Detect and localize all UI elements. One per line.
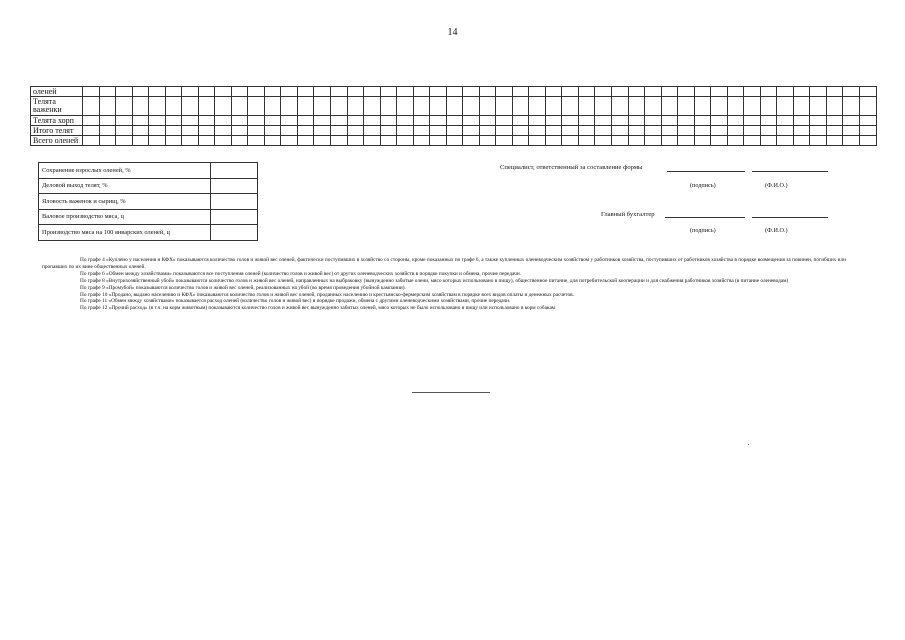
table-cell	[595, 126, 612, 136]
table-cell	[744, 97, 761, 116]
table-cell	[149, 116, 166, 126]
table-cell	[578, 116, 595, 126]
table-cell	[364, 87, 381, 97]
table-cell	[413, 87, 430, 97]
note-paragraph: По графе 4 «Куплено у населения и КФХ» показываются количество голов и живой вес оленей, фактически поступивших в хозяйство со стороны, кроме показанных по графе 6, а также купленных оленеводческим хозяйством у работников хозяйства, поступивших от работников хозяйства в порядке возмещения за повинен, погибших или пропавших по их вине общественных оленей.	[42, 257, 846, 270]
table-cell	[777, 126, 794, 136]
table-cell	[364, 126, 381, 136]
speck-mark	[748, 444, 749, 445]
table-row	[31, 97, 877, 116]
table-cell	[83, 97, 100, 116]
table-cell	[248, 136, 265, 146]
table-cell	[182, 116, 199, 126]
table-cell	[182, 136, 199, 146]
table-cell	[760, 126, 777, 136]
table-cell	[810, 87, 827, 97]
table-cell	[793, 97, 810, 116]
table-cell	[744, 116, 761, 126]
table-cell	[479, 116, 496, 126]
table-cell	[678, 87, 695, 97]
table-cell	[182, 126, 199, 136]
table-cell	[479, 87, 496, 97]
page-number: 14	[447, 27, 458, 38]
indicator-value-cell	[211, 225, 258, 241]
table-cell	[314, 116, 331, 126]
table-row	[31, 136, 877, 146]
table-cell	[843, 126, 860, 136]
table-cell	[744, 136, 761, 146]
table-cell	[859, 87, 876, 97]
accountant-signature-line	[665, 217, 745, 218]
table-cell	[281, 97, 298, 116]
table-cell	[694, 126, 711, 136]
table-cell	[182, 97, 199, 116]
table-cell	[264, 116, 281, 126]
table-cell	[231, 136, 248, 146]
table-cell	[330, 116, 347, 126]
specialist-label: Специалист, ответственный за составление формы	[500, 164, 643, 171]
table-cell	[231, 126, 248, 136]
table-cell	[810, 97, 827, 116]
table-cell	[578, 136, 595, 146]
table-cell	[446, 87, 463, 97]
table-cell	[297, 126, 314, 136]
table-cell	[578, 126, 595, 136]
table-cell	[793, 126, 810, 136]
indicators-table	[38, 162, 258, 241]
table-cell	[496, 97, 513, 116]
table-cell	[413, 116, 430, 126]
table-cell	[777, 87, 794, 97]
table-cell	[165, 87, 182, 97]
table-cell	[826, 97, 843, 116]
table-cell	[463, 126, 480, 136]
table-cell	[132, 136, 149, 146]
table-cell	[843, 97, 860, 116]
table-cell	[99, 116, 116, 126]
table-cell	[314, 97, 331, 116]
table-cell	[711, 126, 728, 136]
table-cell	[694, 136, 711, 146]
table-cell	[496, 116, 513, 126]
table-cell	[711, 136, 728, 146]
table-cell	[380, 116, 397, 126]
table-cell	[793, 116, 810, 126]
table-cell	[231, 116, 248, 126]
table-cell	[694, 87, 711, 97]
table-cell	[463, 97, 480, 116]
table-cell	[99, 97, 116, 116]
indicator-label: Яловость важенок и сырищ, %	[39, 194, 211, 210]
table-cell	[264, 97, 281, 116]
table-cell	[83, 116, 100, 126]
table-cell	[330, 87, 347, 97]
table-cell	[380, 136, 397, 146]
table-cell	[347, 136, 364, 146]
table-cell	[463, 87, 480, 97]
table-cell	[793, 136, 810, 146]
table-cell	[545, 97, 562, 116]
table-cell	[198, 97, 215, 116]
table-cell	[248, 116, 265, 126]
specialist-sign-caption: (подпись)	[690, 182, 716, 189]
table-cell	[149, 97, 166, 116]
table-cell	[132, 126, 149, 136]
table-cell	[612, 136, 629, 146]
table-cell	[380, 87, 397, 97]
table-cell	[645, 126, 662, 136]
table-cell	[512, 116, 529, 126]
table-cell	[612, 97, 629, 116]
row-label: Итого телят	[31, 126, 83, 136]
table-cell	[215, 126, 232, 136]
table-cell	[397, 126, 414, 136]
table-cell	[727, 126, 744, 136]
table-cell	[711, 87, 728, 97]
table-cell	[727, 136, 744, 146]
table-cell	[99, 87, 116, 97]
table-cell	[529, 136, 546, 146]
table-cell	[545, 136, 562, 146]
table-cell	[83, 126, 100, 136]
table-cell	[612, 116, 629, 126]
indicator-value-cell	[211, 209, 258, 225]
table-cell	[859, 126, 876, 136]
table-cell	[628, 97, 645, 116]
table-cell	[810, 136, 827, 146]
table-cell	[430, 136, 447, 146]
table-cell	[314, 126, 331, 136]
table-cell	[297, 87, 314, 97]
indicator-row	[39, 178, 258, 194]
table-cell	[397, 116, 414, 126]
indicator-value-cell	[211, 194, 258, 210]
table-cell	[248, 126, 265, 136]
table-cell	[496, 136, 513, 146]
table-cell	[347, 126, 364, 136]
table-cell	[446, 116, 463, 126]
table-cell	[793, 87, 810, 97]
table-cell	[149, 136, 166, 146]
indicator-row	[39, 163, 258, 179]
table-cell	[165, 97, 182, 116]
row-label: оленей	[31, 87, 83, 97]
table-cell	[562, 97, 579, 116]
note-paragraph: По графе 12 «Прочий расход» (в т.ч. на корм животным) показываются количество голов и живой вес вынужденно забитых оленей, мясо которых не было использовано в пищу или использовано в корм собакам	[80, 305, 556, 312]
table-cell	[83, 87, 100, 97]
indicator-row	[39, 225, 258, 241]
table-cell	[562, 87, 579, 97]
table-cell	[727, 97, 744, 116]
table-cell	[397, 136, 414, 146]
table-cell	[496, 126, 513, 136]
table-row	[31, 87, 877, 97]
table-cell	[215, 116, 232, 126]
table-cell	[364, 116, 381, 126]
table-cell	[116, 97, 133, 116]
table-cell	[744, 87, 761, 97]
indicator-value-cell	[211, 178, 258, 194]
table-cell	[165, 126, 182, 136]
table-cell	[149, 126, 166, 136]
table-cell	[595, 87, 612, 97]
table-cell	[562, 136, 579, 146]
table-cell	[562, 126, 579, 136]
table-cell	[760, 87, 777, 97]
main-data-table	[30, 86, 877, 146]
table-cell	[479, 136, 496, 146]
table-cell	[297, 97, 314, 116]
table-cell	[83, 136, 100, 146]
table-cell	[463, 116, 480, 126]
table-cell	[727, 87, 744, 97]
table-cell	[347, 87, 364, 97]
table-cell	[826, 126, 843, 136]
table-cell	[578, 97, 595, 116]
table-cell	[859, 97, 876, 116]
table-cell	[413, 126, 430, 136]
table-cell	[826, 87, 843, 97]
table-cell	[678, 97, 695, 116]
table-cell	[628, 126, 645, 136]
table-cell	[595, 136, 612, 146]
indicator-label: Сохранение взрослых оленей, %	[39, 163, 211, 179]
table-cell	[132, 97, 149, 116]
row-label: Телята важенки	[31, 97, 83, 116]
table-cell	[314, 136, 331, 146]
table-cell	[231, 97, 248, 116]
table-cell	[578, 87, 595, 97]
table-cell	[380, 126, 397, 136]
indicator-row	[39, 209, 258, 225]
table-cell	[446, 136, 463, 146]
table-cell	[430, 126, 447, 136]
table-cell	[446, 97, 463, 116]
table-cell	[645, 136, 662, 146]
table-cell	[545, 87, 562, 97]
table-cell	[744, 126, 761, 136]
table-cell	[645, 116, 662, 126]
table-cell	[843, 136, 860, 146]
end-separator	[412, 392, 490, 393]
table-cell	[694, 116, 711, 126]
specialist-name-line	[752, 171, 828, 172]
table-cell	[727, 116, 744, 126]
table-cell	[446, 126, 463, 136]
table-cell	[132, 87, 149, 97]
table-cell	[512, 97, 529, 116]
table-cell	[562, 116, 579, 126]
table-cell	[595, 97, 612, 116]
table-cell	[149, 87, 166, 97]
table-cell	[264, 126, 281, 136]
note-paragraph: По графе 11 «Обмен между хозяйствами» показывается расход оленей (количество голов и живой вес) в порядке продажи, обмена с другими оленеводческими хозяйствами, прочие передачи.	[80, 298, 511, 305]
note-paragraph: По графе 8 «Внутрихозяйственный убой» показываются количество голов и живой вес оленей, направленных на выбраковку (вынужденно забитые олени, мясо которых использовано в пищу), общественное питание, для потребительской кооперации и для снабжения работников хозяйства (в питание оленеводам)	[80, 277, 789, 284]
table-cell	[281, 126, 298, 136]
table-cell	[215, 97, 232, 116]
accountant-label: Главный бухгалтер	[601, 211, 655, 218]
accountant-name-caption: (Ф.И.О.)	[765, 227, 788, 234]
table-cell	[645, 87, 662, 97]
table-cell	[595, 116, 612, 126]
table-cell	[843, 87, 860, 97]
table-cell	[512, 136, 529, 146]
table-cell	[264, 136, 281, 146]
table-cell	[612, 87, 629, 97]
specialist-name-caption: (Ф.И.О.)	[765, 182, 788, 189]
table-cell	[711, 97, 728, 116]
table-cell	[826, 136, 843, 146]
table-cell	[116, 126, 133, 136]
table-cell	[430, 87, 447, 97]
table-cell	[198, 136, 215, 146]
table-cell	[479, 97, 496, 116]
table-cell	[810, 116, 827, 126]
table-cell	[694, 97, 711, 116]
table-cell	[198, 116, 215, 126]
table-cell	[661, 126, 678, 136]
table-row	[31, 126, 877, 136]
table-cell	[628, 136, 645, 146]
table-cell	[661, 116, 678, 126]
table-cell	[529, 116, 546, 126]
table-cell	[529, 126, 546, 136]
table-cell	[330, 126, 347, 136]
table-cell	[99, 136, 116, 146]
table-cell	[215, 87, 232, 97]
table-cell	[612, 126, 629, 136]
table-cell	[364, 136, 381, 146]
table-cell	[330, 97, 347, 116]
table-cell	[347, 97, 364, 116]
table-cell	[760, 136, 777, 146]
table-cell	[430, 97, 447, 116]
note-paragraph: По графе 9 «Промубой» показываются количество голов и живой вес оленей, реализованных на убой (во время проведения убойной кампании).	[80, 284, 406, 291]
table-cell	[182, 87, 199, 97]
table-cell	[545, 126, 562, 136]
table-cell	[281, 116, 298, 126]
indicator-row	[39, 194, 258, 210]
table-cell	[859, 136, 876, 146]
table-cell	[760, 116, 777, 126]
table-cell	[826, 116, 843, 126]
note-paragraph: По графе 10 «Продано, выдано населению и КФХ» показываются количество голов и живой вес оленей, проданных населению и крестьянско-фермерским хозяйствам в порядке всех видов оплаты и денежных расчетов.	[80, 291, 574, 298]
table-cell	[512, 87, 529, 97]
table-cell	[198, 126, 215, 136]
table-cell	[132, 116, 149, 126]
table-cell	[297, 116, 314, 126]
table-cell	[628, 116, 645, 126]
table-cell	[99, 126, 116, 136]
specialist-signature-line	[667, 171, 745, 172]
row-label: Телята хорп	[31, 116, 83, 126]
table-cell	[165, 116, 182, 126]
table-cell	[661, 87, 678, 97]
table-cell	[810, 126, 827, 136]
table-cell	[678, 116, 695, 126]
table-cell	[116, 87, 133, 97]
table-cell	[347, 116, 364, 126]
table-cell	[397, 87, 414, 97]
accountant-sign-caption: (подпись)	[690, 227, 716, 234]
table-cell	[777, 136, 794, 146]
table-cell	[413, 136, 430, 146]
table-cell	[777, 97, 794, 116]
table-cell	[628, 87, 645, 97]
table-cell	[463, 136, 480, 146]
table-row	[31, 116, 877, 126]
table-cell	[529, 97, 546, 116]
notes-block	[42, 257, 866, 312]
table-cell	[430, 116, 447, 126]
table-cell	[843, 116, 860, 126]
table-cell	[645, 97, 662, 116]
indicator-label: Производство мяса на 100 январских оленей, ц	[39, 225, 211, 241]
table-cell	[330, 136, 347, 146]
table-cell	[165, 136, 182, 146]
note-paragraph: По графе 6 «Обмен между хозяйствами» показываются все поступления оленей (количество голов и живой вес) от других оленеводческих хозяйств в порядке покупки и обмена, прочие передачи.	[80, 270, 521, 277]
table-cell	[678, 136, 695, 146]
indicator-label: Деловой выход телят, %	[39, 178, 211, 194]
table-cell	[777, 116, 794, 126]
table-cell	[512, 126, 529, 136]
table-cell	[760, 97, 777, 116]
table-cell	[281, 136, 298, 146]
table-cell	[859, 116, 876, 126]
table-cell	[314, 87, 331, 97]
table-cell	[231, 87, 248, 97]
table-cell	[397, 97, 414, 116]
table-cell	[479, 126, 496, 136]
table-cell	[116, 136, 133, 146]
table-cell	[496, 87, 513, 97]
table-cell	[281, 87, 298, 97]
table-cell	[264, 87, 281, 97]
table-cell	[116, 116, 133, 126]
indicator-label: Валовое производство мяса, ц	[39, 209, 211, 225]
table-cell	[380, 97, 397, 116]
table-cell	[248, 87, 265, 97]
table-cell	[198, 87, 215, 97]
table-cell	[678, 126, 695, 136]
table-cell	[297, 136, 314, 146]
table-cell	[661, 136, 678, 146]
table-cell	[248, 97, 265, 116]
table-cell	[711, 116, 728, 126]
table-cell	[529, 87, 546, 97]
table-cell	[545, 116, 562, 126]
table-cell	[661, 97, 678, 116]
table-cell	[215, 136, 232, 146]
table-cell	[413, 97, 430, 116]
accountant-name-line	[752, 217, 828, 218]
row-label: Всего оленей	[31, 136, 83, 146]
indicator-value-cell	[211, 163, 258, 179]
table-cell	[364, 97, 381, 116]
